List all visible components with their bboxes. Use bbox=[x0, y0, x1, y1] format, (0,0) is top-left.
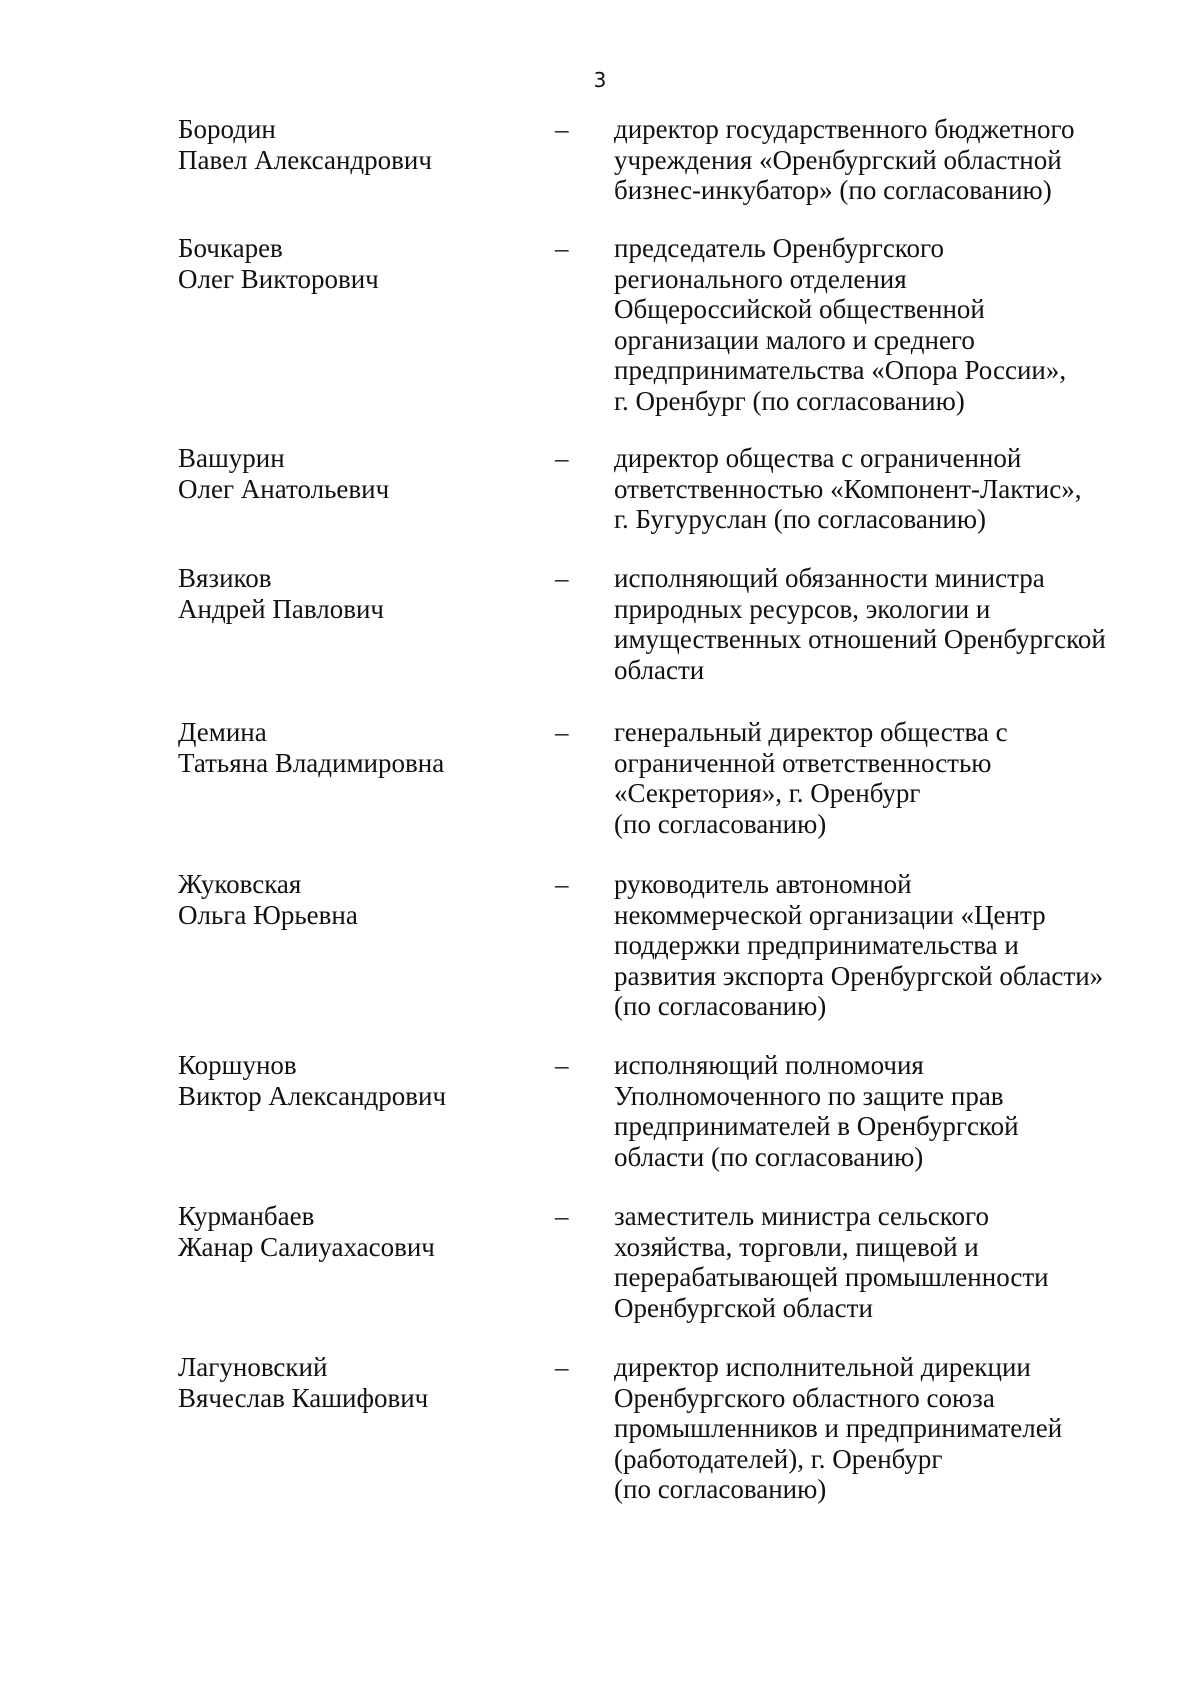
role-line: перерабатывающей промышленности bbox=[614, 1262, 1049, 1292]
role-line: заместитель министра сельского bbox=[614, 1201, 989, 1231]
separator-dash: – bbox=[555, 869, 569, 899]
member-role bbox=[614, 233, 1154, 416]
separator-dash: – bbox=[555, 114, 569, 144]
member-role bbox=[614, 717, 1154, 839]
separator-dash: – bbox=[555, 443, 569, 473]
role-line: Общероссийской общественной bbox=[614, 294, 985, 324]
member-role bbox=[614, 114, 1154, 206]
role-line: природных ресурсов, экологии и bbox=[614, 593, 991, 624]
member-surname: Курманбаев bbox=[178, 1201, 315, 1231]
member-given-names: Вячеслав Кашифович bbox=[178, 1382, 429, 1413]
role-line: «Секретория», г. Оренбург bbox=[614, 778, 921, 808]
member-surname: Бочкарев bbox=[178, 233, 283, 263]
role-line: Уполномоченного по защите прав bbox=[614, 1080, 1004, 1111]
member-given-names: Ольга Юрьевна bbox=[178, 899, 358, 930]
role-line: исполняющий полномочия bbox=[614, 1050, 924, 1080]
member-role bbox=[614, 443, 1154, 535]
member-given-names: Павел Александрович bbox=[178, 144, 432, 175]
member-role bbox=[614, 1201, 1154, 1323]
role-line: ограниченной ответственностью bbox=[614, 747, 992, 778]
member-given-names: Татьяна Владимировна bbox=[178, 747, 445, 778]
member-name bbox=[178, 563, 538, 624]
role-line: области bbox=[614, 654, 705, 685]
role-line: поддержки предпринимательства и bbox=[614, 930, 1019, 960]
role-line: председатель Оренбургского bbox=[614, 233, 944, 263]
member-name bbox=[178, 233, 538, 294]
role-line: директор государственного бюджетного bbox=[614, 114, 1075, 144]
role-line: директор исполнительной дирекции bbox=[614, 1352, 1031, 1382]
role-line: хозяйства, торговли, пищевой и bbox=[614, 1231, 979, 1262]
role-line: директор общества с ограниченной bbox=[614, 443, 1022, 473]
role-line: ответственностью «Компонент-Лактис», bbox=[614, 473, 1082, 504]
role-line: бизнес-инкубатор» (по согласованию) bbox=[614, 175, 1052, 205]
role-line: руководитель автономной bbox=[614, 869, 912, 899]
role-line: г. Бугуруслан (по согласованию) bbox=[614, 504, 986, 534]
separator-dash: – bbox=[555, 233, 569, 263]
role-line: развития экспорта Оренбургской области» bbox=[614, 960, 1104, 991]
role-line: Оренбургской области bbox=[614, 1292, 873, 1323]
role-line: учреждения «Оренбургский областной bbox=[614, 144, 1062, 175]
member-given-names: Олег Викторович bbox=[178, 263, 379, 294]
role-line: некоммерческой организации «Центр bbox=[614, 899, 1046, 930]
member-surname: Бородин bbox=[178, 114, 276, 144]
member-surname: Лагуновский bbox=[178, 1352, 328, 1382]
role-line: промышленников и предпринимателей bbox=[614, 1413, 1063, 1443]
page-number: 3 bbox=[593, 68, 607, 92]
role-line: предпринимателей в Оренбургской bbox=[614, 1111, 1019, 1141]
separator-dash: – bbox=[555, 717, 569, 747]
role-line: г. Оренбург (по согласованию) bbox=[614, 385, 965, 416]
member-given-names: Олег Анатольевич bbox=[178, 473, 390, 504]
member-name bbox=[178, 1352, 538, 1413]
member-name bbox=[178, 869, 538, 930]
role-line: генеральный директор общества с bbox=[614, 717, 1008, 747]
role-line: (по согласованию) bbox=[614, 1474, 827, 1504]
separator-dash: – bbox=[555, 1201, 569, 1231]
member-surname: Коршунов bbox=[178, 1050, 297, 1080]
member-name bbox=[178, 114, 538, 175]
member-role bbox=[614, 563, 1154, 685]
member-name bbox=[178, 1050, 538, 1111]
member-name bbox=[178, 443, 538, 504]
member-surname: Демина bbox=[178, 717, 267, 747]
role-line: области (по согласованию) bbox=[614, 1141, 924, 1172]
member-surname: Вашурин bbox=[178, 443, 285, 473]
member-role bbox=[614, 869, 1154, 1022]
member-given-names: Виктор Александрович bbox=[178, 1080, 447, 1111]
member-name bbox=[178, 1201, 538, 1262]
member-role bbox=[614, 1050, 1154, 1172]
member-role bbox=[614, 1352, 1154, 1505]
separator-dash: – bbox=[555, 1352, 569, 1382]
role-line: исполняющий обязанности министра bbox=[614, 563, 1045, 593]
role-line: имущественных отношений Оренбургской bbox=[614, 624, 1106, 654]
role-line: (по согласованию) bbox=[614, 808, 827, 839]
member-surname: Жуковская bbox=[178, 869, 302, 899]
role-line: Оренбургского областного союза bbox=[614, 1382, 995, 1413]
member-surname: Вязиков bbox=[178, 563, 272, 593]
role-line: (работодателей), г. Оренбург bbox=[614, 1443, 943, 1474]
separator-dash: – bbox=[555, 1050, 569, 1080]
role-line: (по согласованию) bbox=[614, 991, 827, 1021]
member-given-names: Жанар Салиуахасович bbox=[178, 1231, 435, 1262]
member-given-names: Андрей Павлович bbox=[178, 593, 384, 624]
role-line: предпринимательства «Опора России», bbox=[614, 355, 1067, 385]
role-line: организации малого и среднего bbox=[614, 324, 975, 355]
separator-dash: – bbox=[555, 563, 569, 593]
member-name bbox=[178, 717, 538, 778]
role-line: регионального отделения bbox=[614, 263, 907, 294]
